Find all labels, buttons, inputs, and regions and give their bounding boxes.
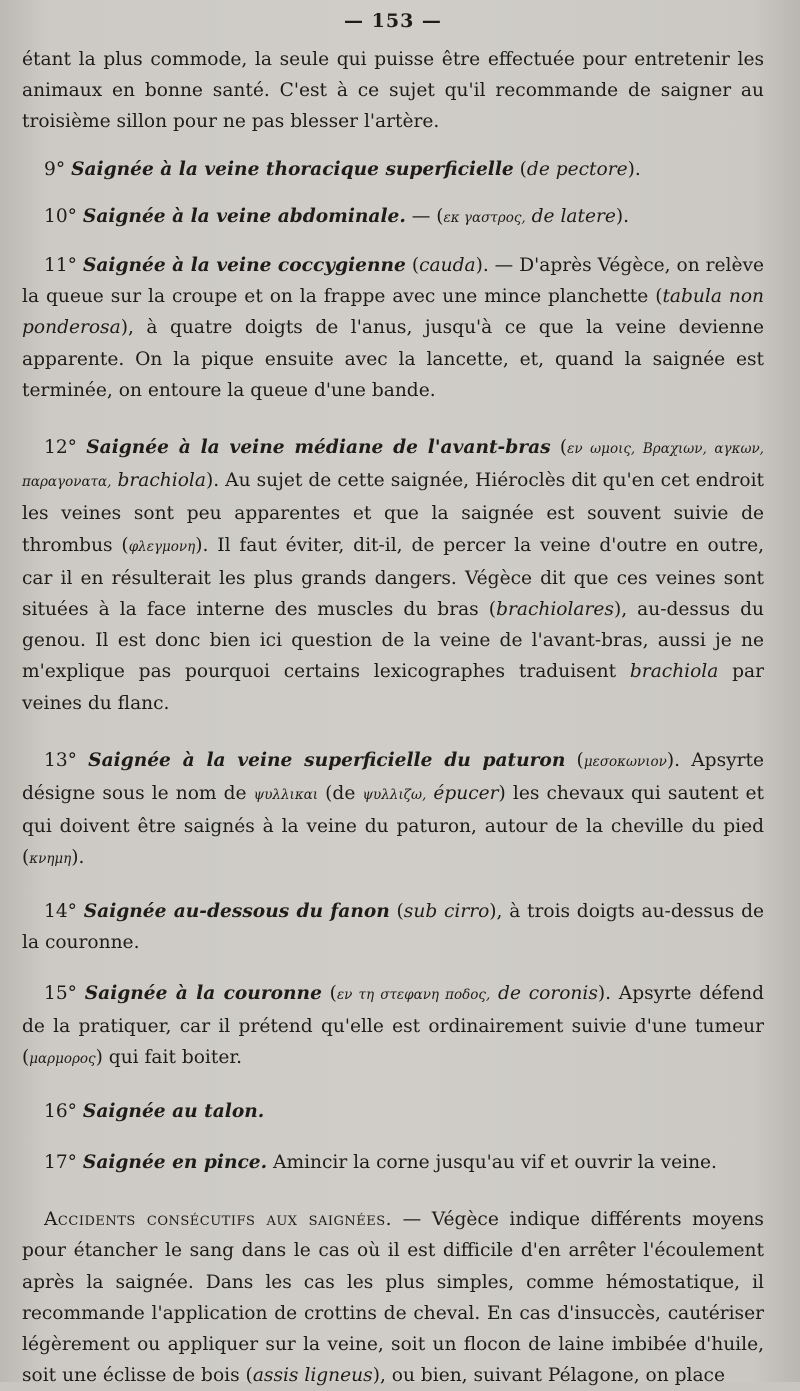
paragraph-item-10	[22, 201, 764, 234]
greek-term: ψυλλιζω,	[362, 787, 427, 804]
text-run: ), au-dessus du genou. Il est donc bien ici question de la veine de l'avant-bras, aussi je ne m'explique pas pourquoi certains lexicographes traduisent	[22, 599, 764, 683]
text-run: (	[321, 983, 337, 1005]
paragraph-item-13	[22, 745, 764, 876]
paragraph-item-12	[22, 432, 764, 719]
text-run: Amincir la corne jusqu'au vif et ouvrir la veine.	[267, 1151, 717, 1173]
paragraph-item-15	[22, 978, 764, 1076]
text-run: (	[389, 900, 404, 922]
latin-term: sub cirro	[403, 900, 490, 922]
greek-term: μεσοκωνιον	[583, 753, 667, 770]
item-heading: Saignée à la veine abdominale.	[82, 205, 406, 227]
paragraph-item-11	[22, 250, 764, 406]
text-run: ), à quatre doigts de l'anus, jusqu'à ce que la veine devienne apparente. On la pique ensuite avec la lancette, et, quand la saignée est terminée, on entoure la queue d'une bande.	[22, 317, 764, 401]
text-run: par veines du flanc.	[22, 661, 765, 714]
item-heading: Saignée au talon.	[82, 1100, 265, 1122]
item-number: 15°	[44, 983, 77, 1005]
greek-term: εν τη στεφανη ποδος,	[336, 987, 491, 1004]
text-run: — Végèce indique différents moyens pour étancher le sang dans le cas où il est difficile d'en arrêter l'écoulement après la saignée. Dans les cas les plus simples, comme hémostatique, il recommande l'application de crottins de cheval. En cas d'insuccès, cautériser légèrement ou appliquer sur la veine, soit un flocon de laine imbibée d'huile, soit une éclisse de bois (	[22, 1209, 764, 1387]
paragraph-item-17	[22, 1147, 764, 1178]
item-number: 13°	[44, 749, 77, 771]
paragraph-item-9	[22, 154, 764, 185]
paragraph-item-14	[22, 896, 764, 958]
text-run: ).	[627, 158, 641, 180]
item-heading: Saignée à la couronne	[84, 983, 322, 1005]
text-run: ).	[615, 205, 630, 227]
latin-term: de coronis	[498, 983, 598, 1005]
greek-term: εν ωμοις, Βραχιων, αγκων, παραγονατα,	[22, 441, 764, 491]
latin-term: brachiola	[117, 470, 206, 492]
section-heading: Accidents consécutifs aux saignées.	[44, 1209, 393, 1231]
greek-term: εκ γαστρος,	[443, 209, 526, 226]
item-number: 14°	[44, 900, 77, 922]
text-run: ). Apsyrte désigne sous le nom de	[22, 749, 764, 805]
text-run: (de	[318, 783, 363, 805]
paragraph-accidents	[22, 1204, 764, 1391]
paragraph-continuation	[22, 44, 764, 138]
text-run: ) les chevaux qui sautent et qui doivent être saignés à la veine du paturon, autour de la cheville du pied (	[22, 783, 764, 869]
latin-term: brachiola	[629, 661, 719, 683]
item-number: 9°	[44, 158, 66, 180]
latin-term: de pectore	[526, 158, 628, 180]
item-number: 16°	[44, 1100, 77, 1122]
greek-term: ψυλλικαι	[253, 787, 319, 804]
text-run: ), ou bien, suivant Pélagone, on place	[372, 1365, 725, 1387]
page-number: — 153 —	[344, 10, 442, 32]
text-run	[490, 983, 498, 1004]
text-run: — (	[405, 205, 444, 227]
paragraph-text: étant la plus commode, la seule qui puisse être effectuée pour entretenir les animaux en bonne santé. C'est à ce sujet qu'il recommande de saigner au troisième sillon pour ne pas blesser l'artère.	[22, 49, 764, 133]
item-heading: Saignée à la veine coccygienne	[82, 255, 406, 277]
latin-term: de latere	[531, 205, 616, 227]
item-number: 10°	[44, 205, 77, 227]
item-number: 11°	[44, 255, 77, 277]
greek-term: φλεγμονη	[128, 538, 196, 555]
item-number: 12°	[44, 437, 77, 459]
text-run: (	[550, 437, 568, 459]
text-run: (	[405, 255, 420, 277]
text-run: ). Au sujet de cette saignée, Hiéroclès dit qu'en cet endroit les veines sont peu apparentes et que la saignée est souvent suivie de thrombus (	[22, 470, 764, 556]
text-run: (	[565, 749, 584, 771]
latin-term: assis ligneus	[252, 1365, 373, 1387]
latin-term: brachiolares	[496, 599, 614, 621]
item-heading: Saignée à la veine superficielle du paturon	[88, 749, 566, 771]
item-heading: Saignée en pince.	[82, 1151, 268, 1173]
item-heading: Saignée à la veine médiane de l'avant-bras	[86, 437, 551, 459]
text-run: ).	[71, 847, 85, 869]
text-run: ). — D'après Végèce, on relève la queue sur la croupe et on la frappe avec une mince planchette (	[22, 255, 765, 308]
latin-term: épucer	[433, 783, 499, 805]
item-heading: Saignée à la veine thoracique superficielle	[71, 158, 514, 180]
item-number: 17°	[44, 1151, 77, 1173]
latin-term: cauda	[419, 255, 476, 277]
latin-term: tabula non ponderosa	[22, 286, 764, 339]
text-run: (	[513, 158, 527, 180]
item-heading: Saignée au-dessous du fanon	[83, 900, 390, 922]
greek-term: μαρμορος	[29, 1051, 96, 1068]
text-run: ) qui fait boiter.	[95, 1047, 243, 1069]
text-run: ). Apsyrte défend de la pratiquer, car il prétend qu'elle est ordinairement suivie d'une tumeur (	[22, 983, 764, 1069]
paragraph-item-16	[22, 1096, 764, 1127]
text-run: ), à trois doigts au-dessus de la couronne.	[22, 900, 764, 953]
greek-term: κνημη	[29, 851, 72, 868]
text-run: ). Il faut éviter, dit-il, de percer la veine d'outre en outre, car il en résulterait les plus grands dangers. Végèce dit que ces veines sont situées à la face interne des muscles du bras (	[22, 534, 764, 621]
